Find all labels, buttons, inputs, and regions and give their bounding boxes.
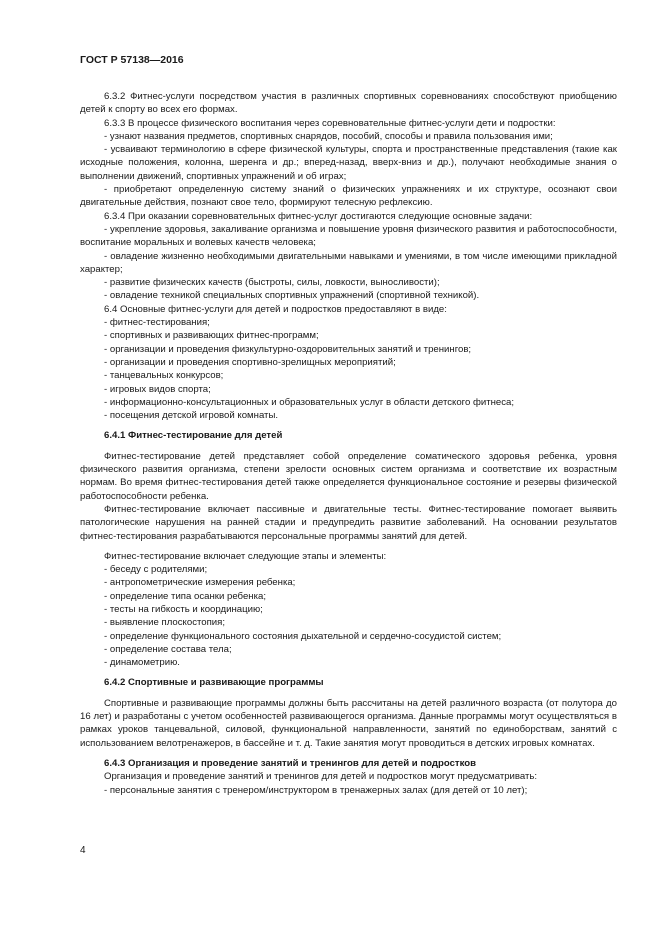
list-item: - овладение техникой специальных спортивных упражнений (спортивной техникой). [104,290,480,302]
list-item: - спортивных и развивающих фитнес-программ; [104,330,319,342]
list-item: - танцевальных конкурсов; [104,370,224,382]
list-item: - организации и проведения спортивно-зрелищных мероприятий; [104,356,396,368]
paragraph: 6.4 Основные фитнес-услуги для детей и подростков предоставляют в виде: [104,303,447,315]
page-number: 4 [80,845,86,856]
list-item: - беседу с родителями; [104,564,208,576]
list-item: - определение функционального состояния дыхательной и сердечно-сосудистой систем; [104,630,502,642]
paragraph: Организация и проведение занятий и тренингов для детей и подростков могут предусматривать: [104,771,538,783]
section-heading-6-4-3: 6.4.3 Организация и проведение занятий и тренингов для детей и подростков [104,757,477,769]
paragraph: 6.3.2 Фитнес-услуги посредством участия в различных спортивных соревнованиях способствуют приобщению детей к спорту во всех его формах. [80,91,617,116]
paragraph: Спортивные и развивающие программы должны быть рассчитаны на детей различного возраста (от полутора до 16 лет) и разработаны с учетом особенностей развивающегося организма. Данные программы могут осуществляться в рамках уроков танцевальной, силовой, функциональной направленности, занятий по единоборствам, занятий с использованием велотренажеров, в бассейне и т. д. Такие занятия могут проводиться в детских игровых комнатах. [80,697,617,749]
list-item: - фитнес-тестирования; [104,317,210,329]
list-item: - информационно-консультационных и образовательных услуг в области детского фитнеса; [104,396,515,408]
list-item: - организации и проведения физкультурно-оздоровительных занятий и тренингов; [104,343,472,355]
list-item: - определение состава тела; [104,643,232,655]
paragraph: Фитнес-тестирование включает пассивные и двигательные тесты. Фитнес-тестирование помогает выявить патологические нарушения на ранней стадии и предупредить развитие заболеваний. На основании результатов фитнес-тестирования разрабатываются персональные программы занятий для детей. [80,503,617,542]
list-item: - усваивают терминологию в сфере физической культуры, спорта и пространственные представления (такие как исходные положения, колонна, шеренга и др.; вперед-назад, вверх-вниз и др.), получают необходимые знания о выполнении движений, спортивных упражнений и об играх; [80,144,617,182]
list-item: - игровых видов спорта; [104,383,211,395]
list-item: - приобретают определенную систему знаний о физических упражнениях и их структуре, осознают свои двигательные действия, познают свое тело, формируют телесную рефлексию. [80,184,617,209]
list-item: - персональные занятия с тренером/инструктором в тренажерных залах (для детей от 10 лет); [104,784,528,796]
list-item: - антропометрические измерения ребенка; [104,577,296,589]
section-heading-6-4-2: 6.4.2 Спортивные и развивающие программы [104,677,324,689]
list-item: - овладение жизненно необходимыми двигательными навыками и умениями, в том числе имеющими прикладной характер; [80,250,617,275]
list-item: - динамометрию. [104,657,180,669]
paragraph: 6.3.3 В процессе физического воспитания через соревновательные фитнес-услуги дети и подростки: [104,117,556,129]
paragraph: Фитнес-тестирование включает следующие этапы и элементы: [104,550,387,562]
paragraph: Фитнес-тестирование детей представляет собой определение соматического здоровья ребенка, уровня физического развития организма, степени зрелости основных систем организма и соответствие их возрастным нормам. Во время фитнес-тестирования детей также определяется функциональное состояние и резервы физической работоспособности ребенка. [80,450,617,502]
list-item: - определение типа осанки ребенка; [104,590,266,602]
page-body [80,90,617,797]
list-item: - узнают названия предметов, спортивных снарядов, пособий, способы и правила пользования ими; [104,130,553,142]
list-item: - укрепление здоровья, закаливание организма и повышение уровня физического развития и работоспособности, воспитание моральных и волевых качеств человека; [80,223,617,249]
section-heading-6-4-1: 6.4.1 Фитнес-тестирование для детей [104,430,283,442]
document-header: ГОСТ Р 57138—2016 [80,54,184,66]
list-item: - посещения детской игровой комнаты. [104,410,279,422]
paragraph: 6.3.4 При оказании соревновательных фитнес-услуг достигаются следующие основные задачи: [104,210,533,222]
list-item: - выявление плоскостопия; [104,617,226,629]
list-item: - развитие физических качеств (быстроты, силы, ловкости, выносливости); [104,277,440,289]
list-item: - тесты на гибкость и координацию; [104,603,263,615]
